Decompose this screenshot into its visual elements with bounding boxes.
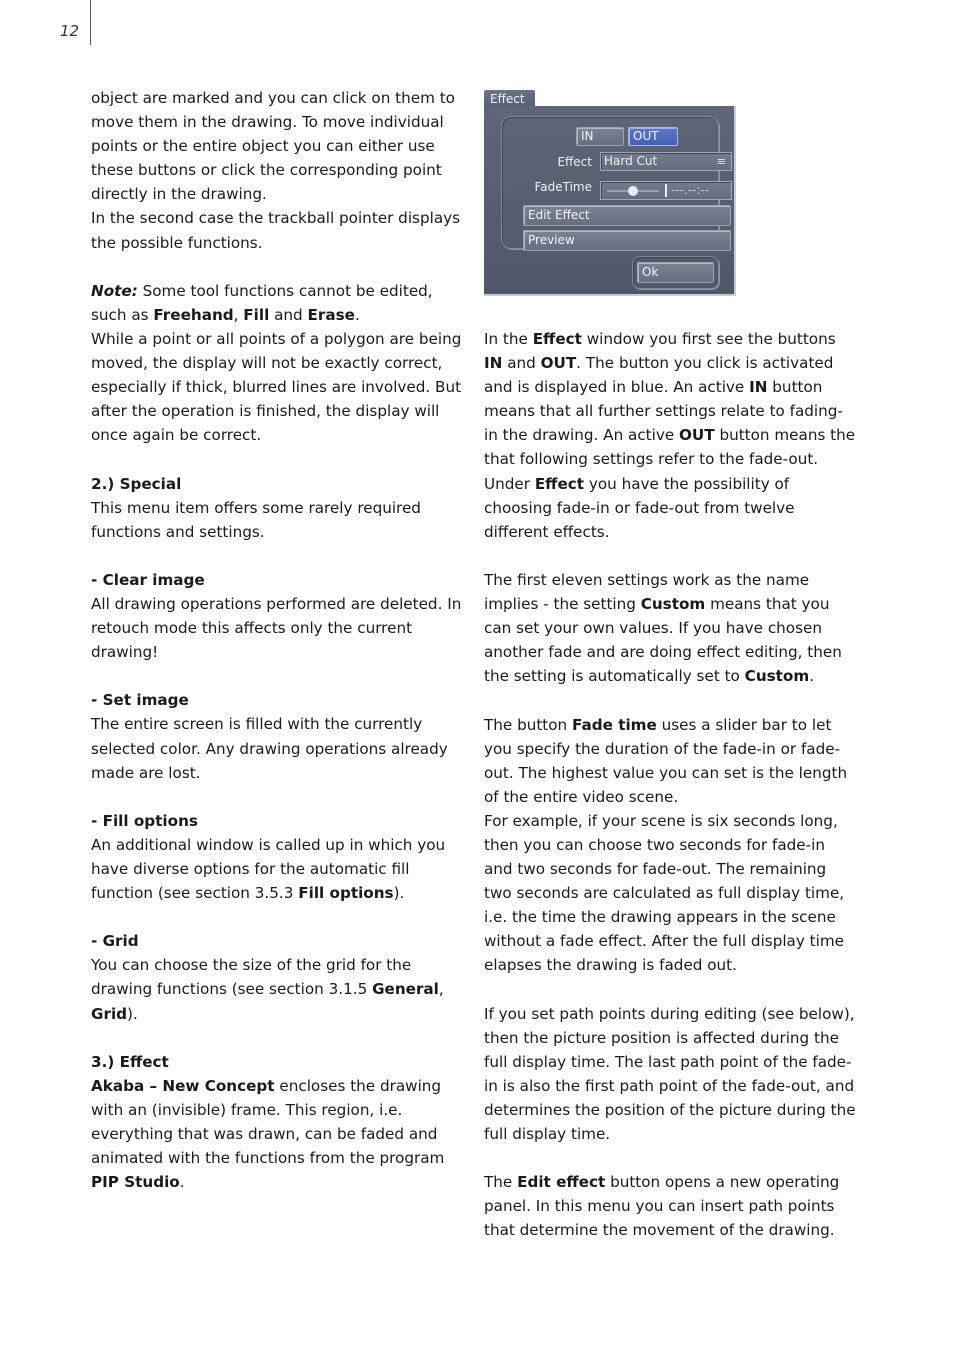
note-paragraph: Note: Some tool functions cannot be edited, such as Freehand, Fill and Erase. xyxy=(91,281,433,324)
paragraph: If you set path points during editing (see below), then the picture position is affected during the full display time. The last path point of the fade-in is also the first path point of the fade-out, and determines the position of the picture during the full display time. xyxy=(484,1004,856,1144)
ok-button[interactable]: Ok xyxy=(637,262,714,283)
in-button[interactable]: IN xyxy=(576,127,624,146)
list-icon: ≡ xyxy=(716,155,726,168)
subheading-grid: - Grid xyxy=(91,932,139,951)
fadetime-label: FadeTime xyxy=(534,180,592,194)
subheading-clear-image: - Clear image xyxy=(91,570,205,589)
paragraph: In the second case the trackball pointer displays the possible functions. xyxy=(91,209,461,252)
paragraph: object are marked and you can click on them to move them in the drawing. To move individual points or the entire object you can either use these buttons or click the corresponding point directly in the drawing. xyxy=(91,89,455,204)
paragraph: Akaba – New Concept encloses the drawing with an (invisible) frame. This region, i.e. everything that was drawn, can be faded and animated with the functions from the program PIP Studio. xyxy=(91,1076,445,1192)
slider-divider xyxy=(665,184,667,197)
effect-settings-panel xyxy=(501,116,726,249)
slider-knob[interactable] xyxy=(628,186,638,196)
left-column xyxy=(91,86,466,1194)
effect-window-tab: Effect xyxy=(484,90,535,108)
section-heading-special: 2.) Special xyxy=(91,474,182,493)
paragraph: Under Effect you have the possibility of choosing fade-in or fade-out from twelve different effects. xyxy=(484,474,795,541)
out-button[interactable]: OUT xyxy=(628,127,678,146)
paragraph: The first eleven settings work as the name implies - the setting Custom means that you can set your own values. If you have chosen another fade and are doing effect editing, then the setting is automatically set to Custom. xyxy=(484,570,842,686)
effect-select[interactable] xyxy=(600,152,732,171)
paragraph: This menu item offers some rarely required functions and settings. xyxy=(91,498,421,541)
paragraph: The entire screen is filled with the currently selected color. Any drawing operations already made are lost. xyxy=(91,715,448,782)
paragraph: You can choose the size of the grid for the drawing functions (see section 3.1.5 General, Grid). xyxy=(91,956,444,1023)
paragraph: An additional window is called up in which you have diverse options for the automatic fill function (see section 3.5.3 Fill options). xyxy=(91,835,446,903)
subheading-fill-options: - Fill options xyxy=(91,811,198,830)
subheading-set-image: - Set image xyxy=(91,691,189,710)
term-fill: Fill xyxy=(243,305,270,324)
section-heading-effect: 3.) Effect xyxy=(91,1052,169,1071)
term-freehand: Freehand xyxy=(153,305,234,324)
edit-effect-button[interactable]: Edit Effect xyxy=(523,205,731,226)
preview-button[interactable]: Preview xyxy=(523,230,731,251)
header-rule xyxy=(90,0,91,45)
effect-label: Effect xyxy=(557,155,592,169)
paragraph: The button Fade time uses a slider bar to let you specify the duration of the fade-in or fade-out. The highest value you can set is the length of the entire video scene. xyxy=(484,715,848,806)
effect-window xyxy=(484,106,736,296)
paragraph: The Edit effect button opens a new operating panel. In this menu you can insert path points that determine the movement of the drawing. xyxy=(484,1173,840,1240)
right-column xyxy=(484,327,856,1243)
paragraph: In the Effect window you first see the buttons IN and OUT. The button you click is activated and is displayed in blue. An active IN button means that all further settings relate to fading-in the drawing. An active OUT button means the that following settings refer to the fade-out. xyxy=(484,330,856,469)
term-erase: Erase xyxy=(307,305,355,324)
paragraph: While a point or all points of a polygon are being moved, the display will not be exactly correct, especially if thick, blurred lines are involved. But after the operation is finished, the display will once again be correct. xyxy=(91,329,462,445)
paragraph: All drawing operations performed are deleted. In retouch mode this affects only the current drawing! xyxy=(91,594,462,662)
fadetime-value: ---.--:-- xyxy=(671,183,710,197)
ok-button-frame xyxy=(632,256,719,289)
effect-select-value: Hard Cut xyxy=(604,154,658,168)
fadetime-slider[interactable] xyxy=(600,181,732,200)
note-label: Note: xyxy=(91,281,138,300)
page-number: 12 xyxy=(60,22,80,40)
paragraph: For example, if your scene is six seconds long, then you can choose two seconds for fade-in and two seconds for fade-out. The remaining two seconds are calculated as full display time, i.e. the time the drawing appears in the scene without a fade effect. After the full display time elapses the drawing is faded out. xyxy=(484,811,845,975)
